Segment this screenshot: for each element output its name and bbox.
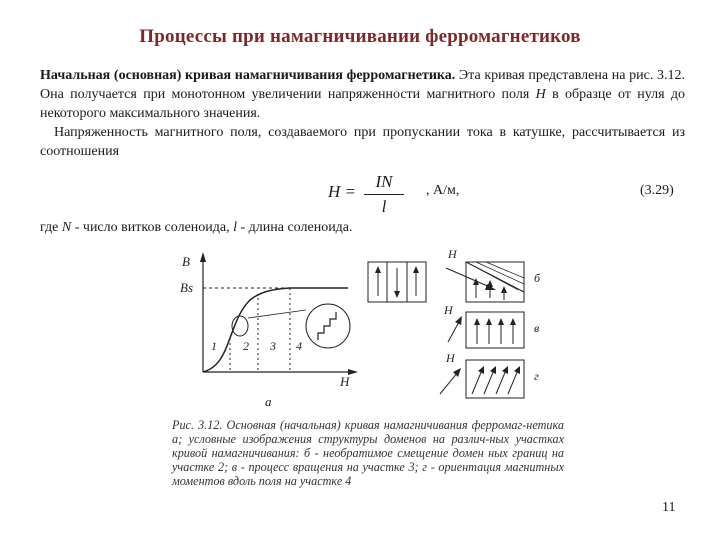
paragraph-text-a: Эта кривая представлена на рис. 3.12. Она получается при монотонном увеличении напряженности магнитного поля <box>40 68 685 102</box>
formula-denominator: l <box>381 197 387 216</box>
zoom-link <box>248 310 306 318</box>
axis-label-b: B <box>182 254 190 269</box>
page-number: 11 <box>662 500 676 515</box>
domain-box-b <box>446 262 524 302</box>
where-text-a: где <box>40 220 62 235</box>
domain-label-g: г <box>534 369 539 383</box>
domain-field-label-mid: H <box>444 303 453 317</box>
barkhausen-steps <box>318 312 336 340</box>
page-title: Процессы при намагничивании ферромагнетиков <box>139 26 581 47</box>
domain-label-b: б <box>534 271 541 285</box>
where-text-b: - число витков соленоида, <box>71 220 234 235</box>
paragraph-lead: Начальная (основная) кривая намагничивания ферромагнетика. <box>40 68 456 83</box>
equation-number: (3.29) <box>640 183 674 198</box>
section-label-1: 1 <box>211 339 217 353</box>
domain-box-initial <box>368 262 426 302</box>
axis-label-h: H <box>340 374 350 389</box>
paragraph-field-strength: Напряженность магнитного поля, создаваемого при пропускании тока в катушке, рассчитывается из соотношения <box>40 125 685 159</box>
axis-label-bs: Bs <box>180 280 193 295</box>
symbol-h: H <box>535 87 546 102</box>
h-axis-arrow <box>348 369 358 375</box>
symbol-l: l <box>233 220 237 235</box>
domain-box-v <box>448 312 524 348</box>
domain-field-label-top: H <box>448 247 457 261</box>
subfigure-label-a: а <box>265 394 272 409</box>
section-label-4: 4 <box>296 339 302 353</box>
magnetization-curve <box>203 288 348 372</box>
paragraph-text-b: в образце от нуля до некоторого максимального значения. <box>40 87 685 121</box>
formula-lhs: H = <box>328 182 356 201</box>
section-label-3: 3 <box>270 339 276 353</box>
domain-box-g <box>440 360 524 398</box>
figure-caption: Рис. 3.12. Основная (начальная) кривая намагничивания ферромаг-нетика а; условные изображения структуры доменов на различ-ных участках кривой намагничивания: б - необратимое смещение домен ных границ на участке 2; в - процесс вращения на участке 3; г - ориентация магнитных моментов вдоль поля на участке 4 <box>172 418 564 488</box>
b-axis-arrow <box>200 252 206 262</box>
where-text-c: - длина соленоида. <box>237 220 353 235</box>
domain-field-label-bot: H <box>446 351 455 365</box>
section-label-2: 2 <box>243 339 249 353</box>
domain-label-v: в <box>534 321 540 335</box>
formula-units: , А/м, <box>426 183 460 198</box>
formula-numerator: IN <box>375 172 393 191</box>
magnetization-curve-graph <box>200 252 358 375</box>
symbol-n: N <box>61 220 72 235</box>
